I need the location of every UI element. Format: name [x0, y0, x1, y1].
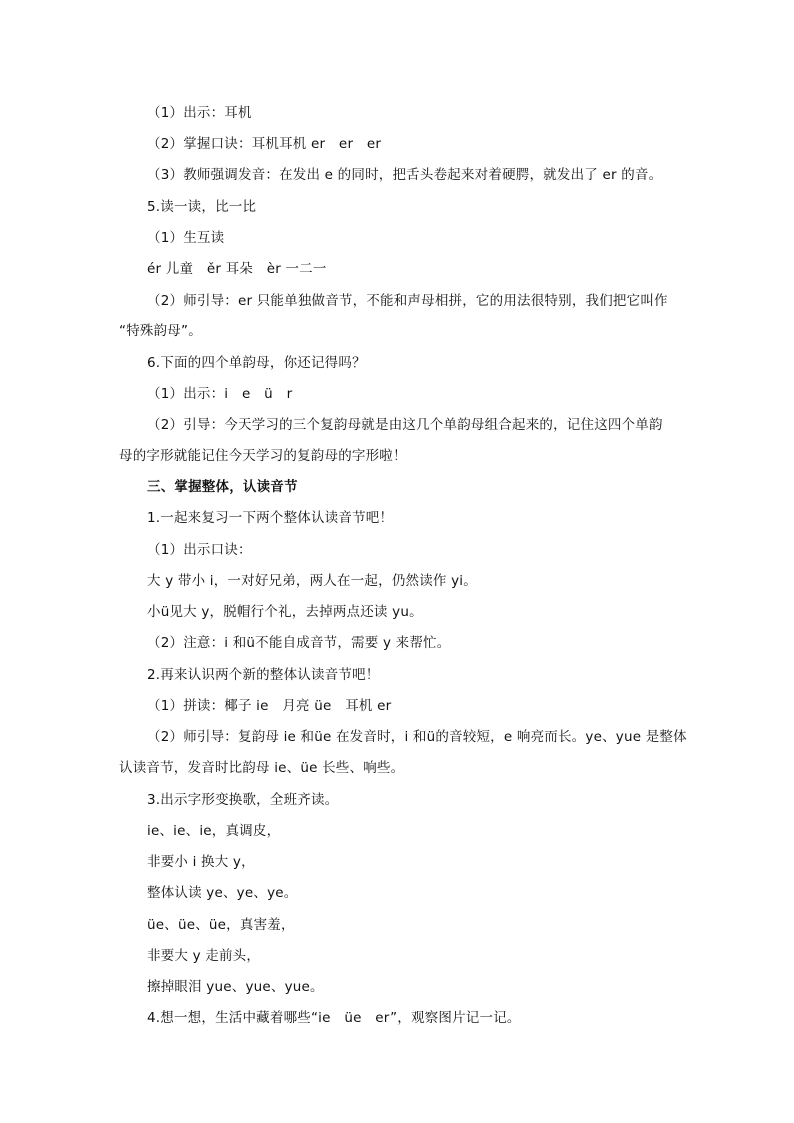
text-line: （2）师引导：复韵母 ie 和üe 在发音时，i 和ü的音较短，e 响亮而长。ye、yue 是整体 [147, 729, 687, 745]
text-line: （2）注意：i 和ü不能自成音节，需要 y 来帮忙。 [147, 635, 451, 651]
text-line: 整体认读 ye、ye、ye。 [147, 885, 298, 901]
text-line: 非要小 i 换大 y， [147, 854, 255, 870]
text-line: 擦掉眼泪 yue、yue、yue。 [147, 979, 324, 995]
text-line: （1）拼读：椰子 ie 月亮 üe 耳机 er [147, 698, 392, 714]
section-heading: 1.一起来复习一下两个整体认读音节吧！ [147, 510, 394, 526]
text-line: 小ü见大 y，脱帽行个礼，去掉两点还读 yu。 [147, 604, 423, 620]
text-line: （2）引导：今天学习的三个复韵母就是由这几个单韵母组合起来的，记住这四个单韵 [147, 417, 663, 433]
text-line: 认读音节，发音时比韵母 ie、üe 长些、响些。 [119, 760, 405, 776]
text-line: ér 儿童 ěr 耳朵 èr 一二一 [147, 261, 327, 277]
section-heading: 2.再来认识两个新的整体认读音节吧！ [147, 667, 380, 683]
text-line: 非要大 y 走前头， [147, 948, 261, 964]
text-line: （1）出示：i e ü r [147, 386, 293, 402]
part-heading: 三、掌握整体，认读音节 [147, 479, 298, 495]
section-heading: 3.出示字形变换歌，全班齐读。 [147, 792, 339, 808]
section-heading: 6.下面的四个单韵母，你还记得吗？ [147, 355, 366, 371]
text-line: 大 y 带小 i，一对好兄弟，两人在一起，仍然读作 yi。 [147, 573, 477, 589]
text-line: ie、ie、ie，真调皮， [147, 823, 281, 839]
text-line: “特殊韵母”。 [119, 323, 202, 339]
text-line: （1）生互读 [147, 230, 225, 246]
text-line: （1）出示口诀： [147, 542, 252, 558]
section-heading: 5.读一读，比一比 [147, 199, 257, 215]
text-line: （2）师引导：er 只能单独做音节，不能和声母相拼，它的用法很特别，我们把它叫作 [147, 293, 668, 309]
section-heading: 4.想一想，生活中藏着哪些“ie üe er”，观察图片记一记。 [147, 1010, 521, 1026]
text-line: （1）出示：耳机 [147, 105, 252, 121]
text-line: （2）掌握口诀：耳机耳机 er er er [147, 136, 382, 152]
text-line: （3）教师强调发音：在发出 e 的同时，把舌头卷起来对着硬腭，就发出了 er 的音。 [147, 167, 663, 183]
text-line: 母的字形就能记住今天学习的复韵母的字形啦！ [119, 448, 407, 464]
text-line: üe、üe、üe，真害羞， [147, 917, 295, 933]
